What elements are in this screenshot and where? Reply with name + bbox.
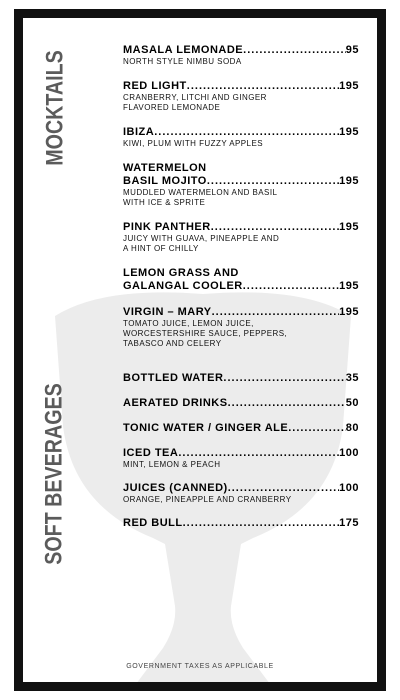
menu-item [123,306,359,349]
item-name-row [123,447,359,460]
item-name-row [123,126,359,139]
item-name-row [123,397,359,410]
menu-item [123,80,359,113]
dot-leader [187,80,339,93]
item-name: BOTTLED WATER [123,372,224,384]
dot-leader [178,447,339,460]
dot-leader [243,280,339,293]
item-name-row [123,44,359,57]
item-price: 35 [345,372,359,384]
soft-beverages-heading: SOFT BEVERAGES [41,383,68,565]
description-line: TOMATO JUICE, LEMON JUICE, [123,319,254,328]
item-name: LEMON GRASS AND [123,267,239,279]
menu-item [123,221,359,254]
description-line: NORTH STYLE NIMBU SODA [123,57,242,66]
menu-item [123,517,359,530]
description-line: JUICY WITH GUAVA, PINEAPPLE AND [123,234,280,243]
item-price: 100 [339,482,359,494]
menu-item [123,126,359,149]
item-name: RED LIGHT [123,80,187,92]
dot-leader [212,306,340,319]
item-name: GALANGAL COOLER [123,280,243,292]
item-price: 195 [339,175,359,187]
dot-leader [228,482,339,495]
description-line: MINT, LEMON & PEACH [123,460,221,469]
item-description [123,319,359,349]
description-line: ORANGE, PINEAPPLE AND CRANBERRY [123,495,292,504]
description-line: A HINT OF CHILLY [123,244,199,253]
menu-item [123,422,359,435]
item-name: IBIZA [123,126,155,138]
item-name: ICED TEA [123,447,179,459]
menu-item [123,162,359,208]
item-name: AERATED DRINKS [123,397,228,409]
item-price: 195 [339,280,359,292]
dot-leader [243,44,346,57]
item-name: BASIL MOJITO [123,175,207,187]
dot-leader [288,422,346,435]
item-name: RED BULL [123,517,183,529]
description-line: WORCESTERSHIRE SAUCE, PEPPERS, [123,329,288,338]
menu-item [123,482,359,505]
description-line: MUDDLED WATERMELON AND BASIL [123,188,278,197]
item-description [123,188,359,208]
menu-item [123,267,359,293]
menu-item [123,397,359,410]
item-name-row [123,162,359,188]
item-price: 195 [339,306,359,318]
item-description [123,460,359,470]
dot-leader [211,221,339,234]
item-name-row [123,482,359,495]
description-line: WITH ICE & SPRITE [123,198,206,207]
item-name-row [123,221,359,234]
item-name: VIRGIN – MARY [123,306,212,318]
item-name: JUICES (CANNED) [123,482,228,494]
item-price: 50 [345,397,359,409]
item-name-row [123,422,359,435]
description-line: CRANBERRY, LITCHI AND GINGER [123,93,267,102]
item-name: MASALA LEMONADE [123,44,244,56]
item-name: PINK PANTHER [123,221,211,233]
item-name-row [123,80,359,93]
item-price: 80 [345,422,359,434]
menu-page [14,9,386,691]
item-description [123,234,359,254]
item-description [123,139,359,149]
item-name-row [123,267,359,293]
menu-item [123,372,359,385]
item-price: 195 [339,80,359,92]
item-price: 195 [339,221,359,233]
item-description [123,93,359,113]
item-name-row [123,372,359,385]
tax-note: GOVERNMENT TAXES AS APPLICABLE [126,663,274,670]
item-name-row [123,306,359,319]
menu-item [123,447,359,470]
dot-leader [154,126,339,139]
soft-beverages-list [123,372,359,542]
dot-leader [207,175,339,188]
item-name: WATERMELON [123,162,207,174]
mocktails-heading: MOCKTAILS [41,50,68,166]
description-line: TABASCO AND CELERY [123,339,222,348]
item-price: 195 [339,126,359,138]
dot-leader [183,517,340,530]
item-price: 175 [339,517,359,529]
item-name-row [123,517,359,530]
mocktails-list [123,44,359,362]
item-description [123,495,359,505]
description-line: FLAVORED LEMONADE [123,103,221,112]
menu-item [123,44,359,67]
description-line: KIWI, PLUM WITH FUZZY APPLES [123,139,264,148]
dot-leader [228,397,346,410]
dot-leader [223,372,345,385]
item-price: 100 [339,447,359,459]
item-name: TONIC WATER / GINGER ALE [123,422,289,434]
item-description [123,57,359,67]
item-price: 95 [345,44,359,56]
